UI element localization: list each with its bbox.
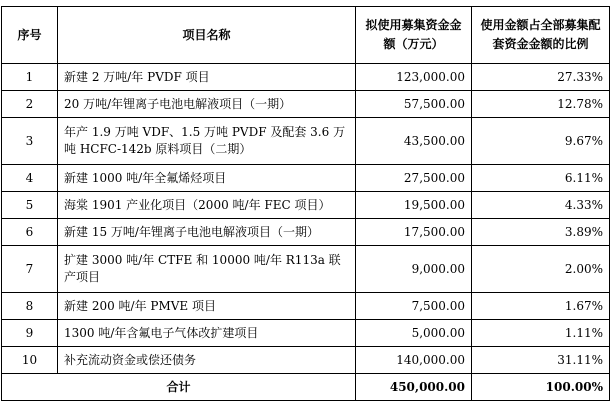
- table-row: [2, 347, 610, 374]
- total-label: 合计: [2, 374, 356, 401]
- row-name: 新建 1000 吨/年全氟烯烃项目: [58, 165, 356, 192]
- row-amount: 57,500.00: [356, 91, 472, 118]
- row-ratio: 1.67%: [472, 293, 610, 320]
- row-ratio: 2.00%: [472, 246, 610, 293]
- row-amount: 17,500.00: [356, 219, 472, 246]
- row-ratio: 4.33%: [472, 192, 610, 219]
- table-row: [2, 118, 610, 165]
- row-name: 补充流动资金或偿还债务: [58, 347, 356, 374]
- row-ratio: 31.11%: [472, 347, 610, 374]
- row-amount: 140,000.00: [356, 347, 472, 374]
- header-amount: 拟使用募集资金金额（万元）: [356, 7, 472, 64]
- row-name: 扩建 3000 吨/年 CTFE 和 10000 吨/年 R113a 联产项目: [58, 246, 356, 293]
- row-seq: 2: [2, 91, 58, 118]
- row-ratio: 1.11%: [472, 320, 610, 347]
- table-row: [2, 165, 610, 192]
- row-ratio: 27.33%: [472, 64, 610, 91]
- table-row: [2, 320, 610, 347]
- row-seq: 9: [2, 320, 58, 347]
- row-name: 年产 1.9 万吨 VDF、1.5 万吨 PVDF 及配套 3.6 万吨 HCFC-142b 原料项目（二期）: [58, 118, 356, 165]
- table-row: [2, 91, 610, 118]
- row-amount: 43,500.00: [356, 118, 472, 165]
- table-row: [2, 293, 610, 320]
- table-row: [2, 64, 610, 91]
- row-name: 新建 2 万吨/年 PVDF 项目: [58, 64, 356, 91]
- row-amount: 123,000.00: [356, 64, 472, 91]
- row-seq: 3: [2, 118, 58, 165]
- row-name: 海棠 1901 产业化项目（2000 吨/年 FEC 项目）: [58, 192, 356, 219]
- row-seq: 4: [2, 165, 58, 192]
- table-row: [2, 246, 610, 293]
- row-ratio: 12.78%: [472, 91, 610, 118]
- row-ratio: 6.11%: [472, 165, 610, 192]
- row-seq: 5: [2, 192, 58, 219]
- header-seq: 序号: [2, 7, 58, 64]
- table-row: [2, 192, 610, 219]
- table-row: [2, 219, 610, 246]
- row-seq: 8: [2, 293, 58, 320]
- row-seq: 6: [2, 219, 58, 246]
- row-amount: 5,000.00: [356, 320, 472, 347]
- row-amount: 9,000.00: [356, 246, 472, 293]
- row-amount: 19,500.00: [356, 192, 472, 219]
- row-seq: 1: [2, 64, 58, 91]
- header-row: [2, 7, 610, 64]
- header-name: 项目名称: [58, 7, 356, 64]
- row-amount: 27,500.00: [356, 165, 472, 192]
- total-amount: 450,000.00: [356, 374, 472, 401]
- fund-usage-table: [1, 6, 610, 401]
- header-ratio: 使用金额占全部募集配套资金金额的比例: [472, 7, 610, 64]
- row-seq: 10: [2, 347, 58, 374]
- row-name: 1300 吨/年含氟电子气体改扩建项目: [58, 320, 356, 347]
- row-ratio: 3.89%: [472, 219, 610, 246]
- total-row: [2, 374, 610, 401]
- row-name: 新建 15 万吨/年锂离子电池电解液项目（一期）: [58, 219, 356, 246]
- row-ratio: 9.67%: [472, 118, 610, 165]
- row-seq: 7: [2, 246, 58, 293]
- row-name: 新建 200 吨/年 PMVE 项目: [58, 293, 356, 320]
- total-ratio: 100.00%: [472, 374, 610, 401]
- row-amount: 7,500.00: [356, 293, 472, 320]
- row-name: 20 万吨/年锂离子电池电解液项目（一期）: [58, 91, 356, 118]
